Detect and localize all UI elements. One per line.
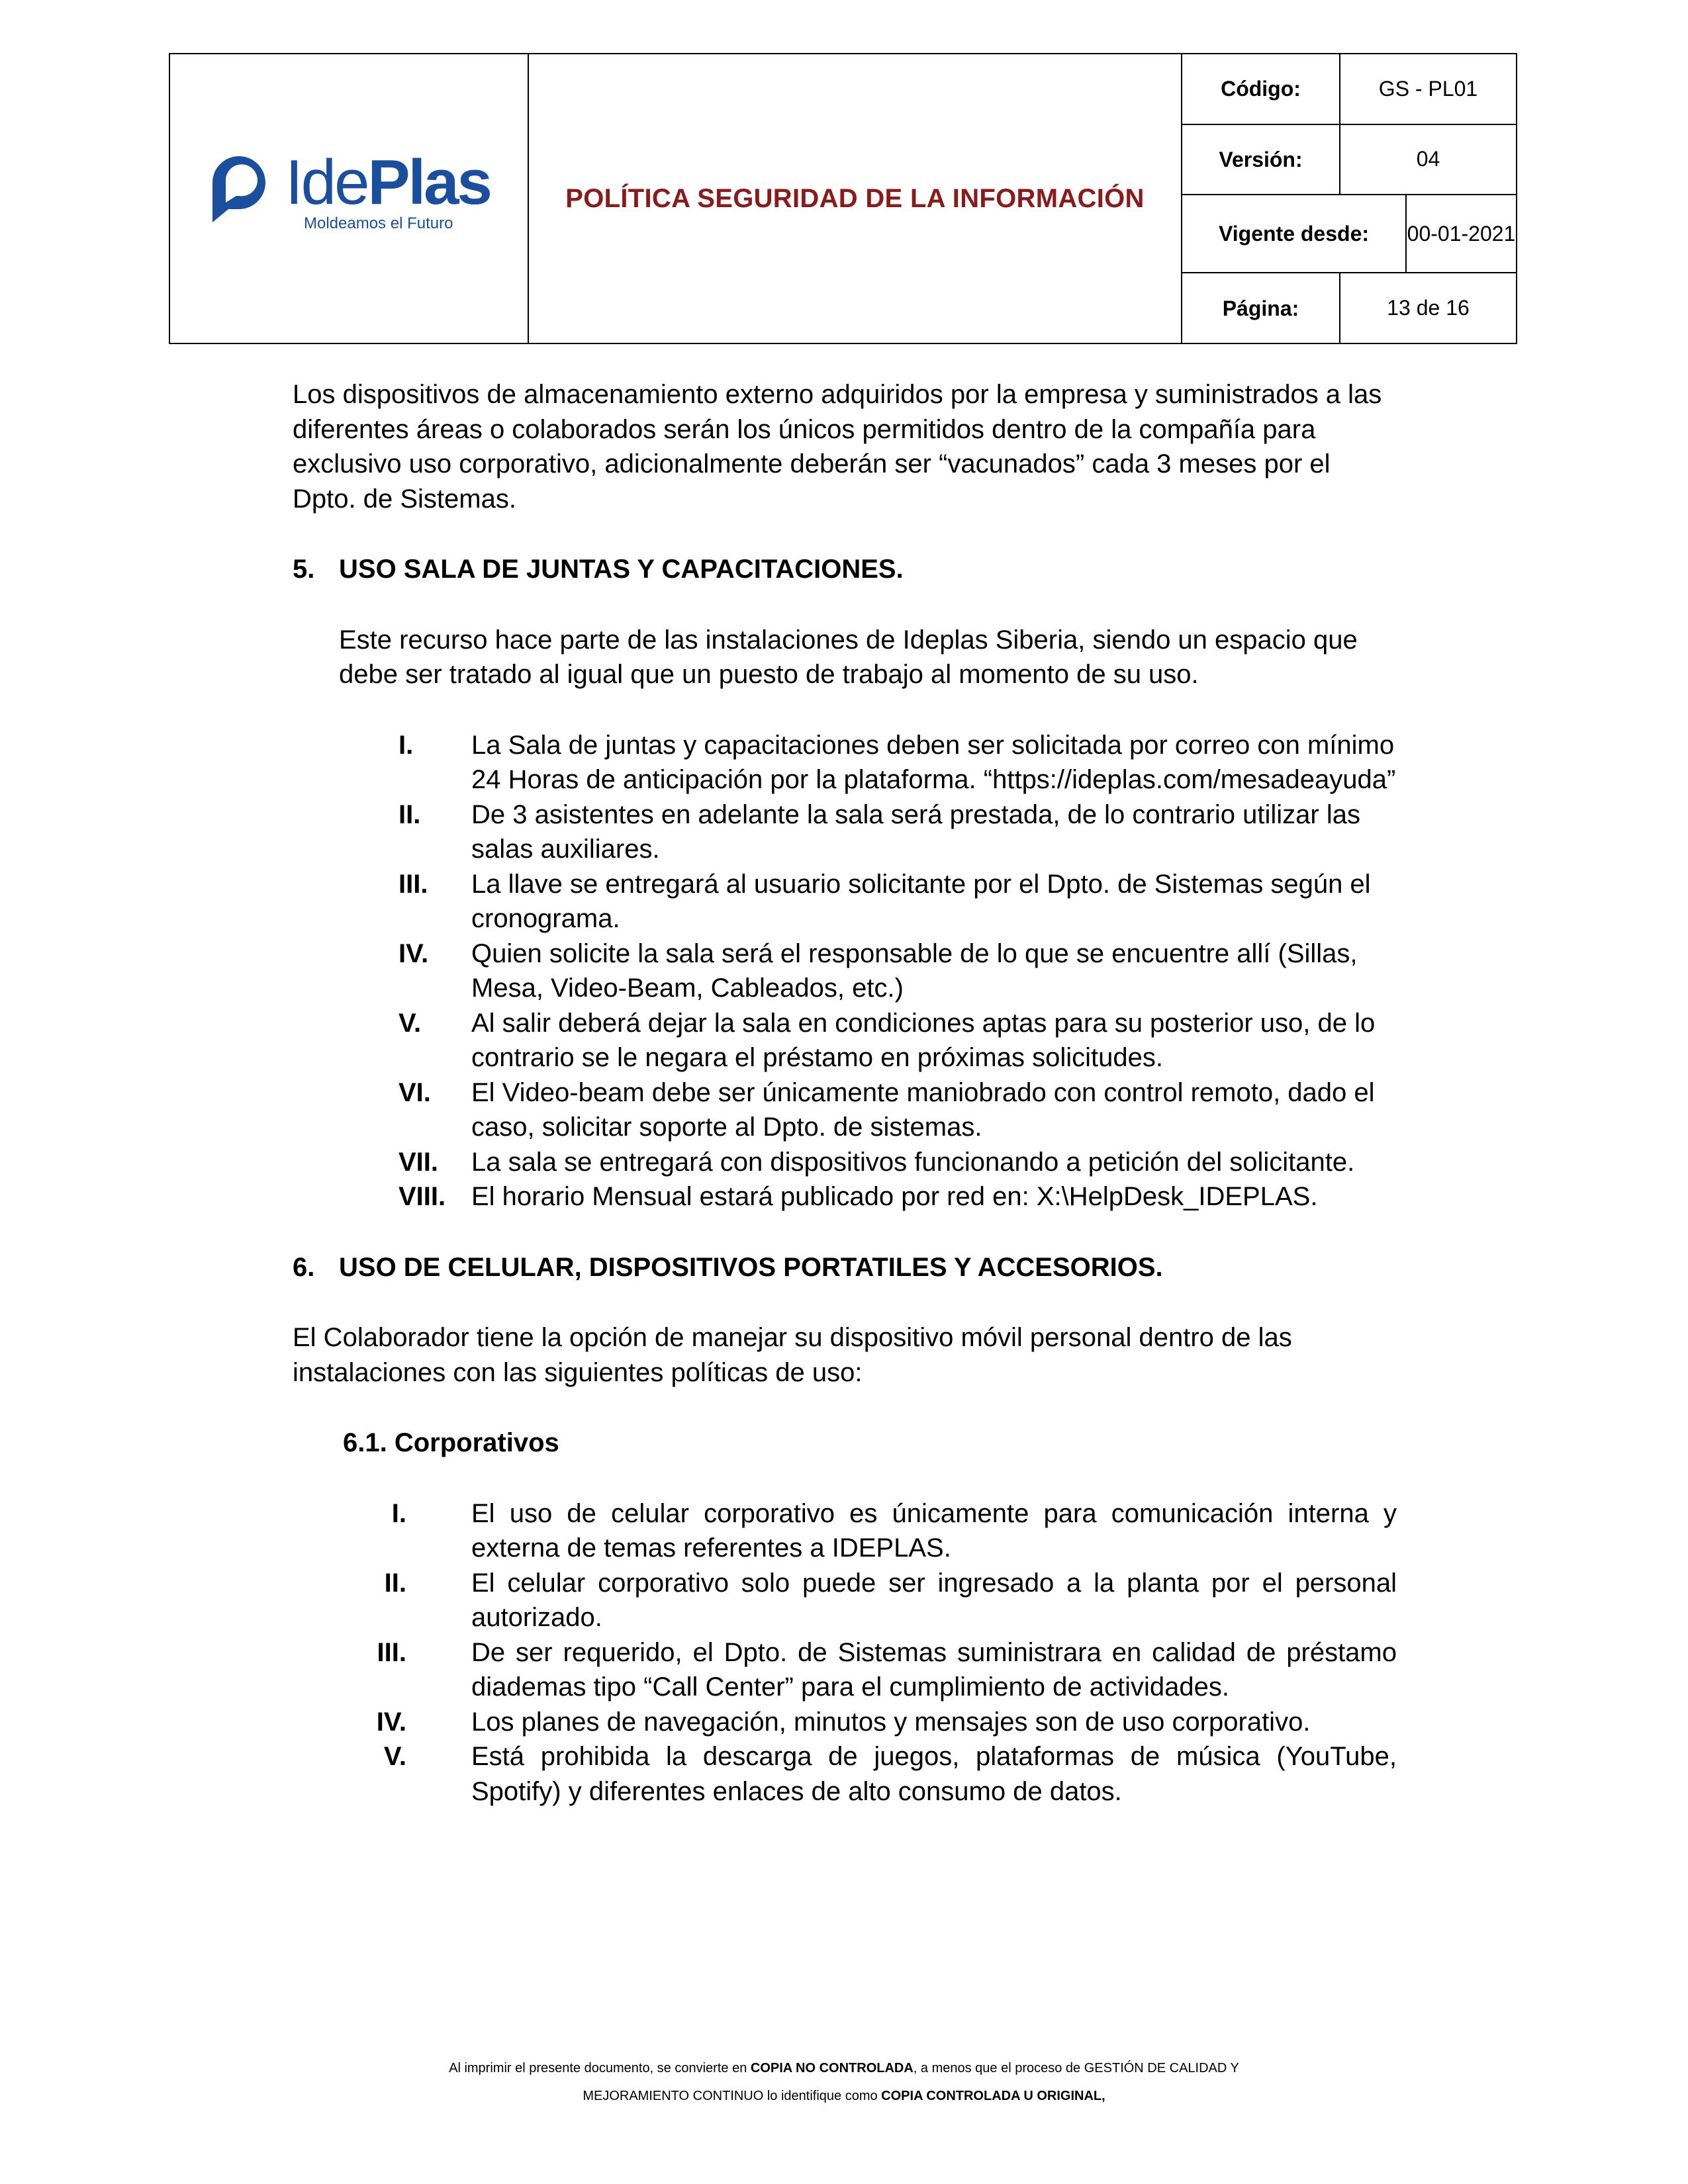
footer-text: , a menos que el proceso de GESTIÓN DE CALIDAD Y xyxy=(913,2061,1239,2075)
list-item-text: La llave se entregará al usuario solicitante por el Dpto. de Sistemas según el cronograma. xyxy=(471,869,1371,933)
list-item-number: IV. xyxy=(399,938,429,968)
logo-wordmark xyxy=(285,147,491,218)
list-item-text: Al salir deberá dejar la sala en condiciones aptas para su posterior uso, de lo contrario se le negara el préstamo en próximas solicitudes. xyxy=(471,1008,1376,1072)
list-item-text: El horario Mensual estará publicado por red en: X:\HelpDesk_IDEPLAS. xyxy=(471,1182,1318,1211)
list-item-number: II. xyxy=(384,1568,406,1598)
logo-word-plas: Plas xyxy=(367,147,491,218)
section-number: 6. xyxy=(293,1252,315,1282)
document-title-cell xyxy=(529,54,1182,343)
document-meta-table xyxy=(1182,54,1516,343)
section-number: 5. xyxy=(293,555,315,584)
meta-label: Código: xyxy=(1182,54,1340,124)
list-item-text: La Sala de juntas y capacitaciones deben ser solicitada por correo con mínimo 24 Horas de anticipación por la plataforma. “https://ideplas.com/mesadeayuda” xyxy=(471,730,1396,794)
list-item xyxy=(293,1705,1397,1740)
footer-line-1 xyxy=(199,2054,1489,2082)
footer-line-2 xyxy=(199,2082,1489,2110)
section-6-heading xyxy=(293,1250,1397,1285)
list-item xyxy=(293,867,1397,936)
ideplas-logo-mark-icon xyxy=(203,154,277,228)
meta-label: Versión: xyxy=(1182,125,1340,195)
list-item-number: III. xyxy=(399,869,428,899)
logo-slogan: Moldeamos el Futuro xyxy=(304,214,453,232)
document-title: POLÍTICA SEGURIDAD DE LA INFORMACIÓN xyxy=(565,183,1145,213)
list-item-number: V. xyxy=(399,1008,422,1038)
section-title: USO SALA DE JUNTAS Y CAPACITACIONES. xyxy=(339,555,904,584)
list-item-text: El uso de celular corporativo es únicamente para comunicación interna y externa de temas referentes a IDEPLAS. xyxy=(471,1498,1397,1563)
section-5-list xyxy=(293,728,1397,1214)
list-item-text: Quien solicite la sala será el responsable de lo que se encuentre allí (Sillas, Mesa, Video-Beam, Cableados, etc.) xyxy=(471,938,1358,1003)
list-item xyxy=(293,1006,1397,1075)
logo-word-ide: Ide xyxy=(285,147,368,218)
list-item-number: VI. xyxy=(399,1077,431,1107)
list-item-number: I. xyxy=(399,730,414,760)
list-item-number: IV. xyxy=(376,1707,406,1737)
document-header xyxy=(169,53,1517,344)
section-5-heading xyxy=(293,552,1397,587)
list-item-number: VIII. xyxy=(399,1182,446,1211)
list-item xyxy=(293,797,1397,867)
list-item xyxy=(293,728,1397,797)
list-item-text: Está prohibida la descarga de juegos, plataformas de música (YouTube, Spotify) y diferentes enlaces de alto consumo de datos. xyxy=(471,1742,1397,1806)
list-item xyxy=(293,1145,1397,1180)
list-item xyxy=(293,936,1397,1006)
document-footer xyxy=(199,2054,1489,2110)
logo-cell xyxy=(170,54,529,343)
list-item-text: De 3 asistentes en adelante la sala será prestada, de lo contrario utilizar las salas auxiliares. xyxy=(471,799,1360,864)
list-item-number: VII. xyxy=(399,1147,439,1177)
list-item-text: El Video-beam debe ser únicamente maniobrado con control remoto, dado el caso, solicitar soporte al Dpto. de sistemas. xyxy=(471,1077,1375,1142)
list-item-number: I. xyxy=(391,1498,406,1528)
footer-text: MEJORAMIENTO CONTINUO lo identifique como xyxy=(583,2089,882,2103)
meta-row-page xyxy=(1182,273,1516,343)
list-item-text: Los planes de navegación, minutos y mensajes son de uso corporativo. xyxy=(471,1707,1311,1737)
list-item xyxy=(293,1739,1397,1809)
list-item-text: El celular corporativo solo puede ser ingresado a la planta por el personal autorizado. xyxy=(471,1568,1397,1632)
list-item xyxy=(293,1496,1397,1566)
list-item-text: La sala se entregará con dispositivos funcionando a petición del solicitante. xyxy=(471,1147,1355,1177)
meta-row-version xyxy=(1182,125,1516,196)
meta-value: 13 de 16 xyxy=(1387,296,1470,320)
subsection-6-1-title: 6.1. Corporativos xyxy=(343,1428,559,1457)
meta-value: 00-01-2021 xyxy=(1407,221,1516,246)
footer-text: Al imprimir el presente documento, se convierte en xyxy=(449,2061,751,2075)
section-title: USO DE CELULAR, DISPOSITIVOS PORTATILES Y ACCESORIOS. xyxy=(339,1252,1163,1282)
meta-label: Vigente desde: xyxy=(1182,195,1407,272)
list-item xyxy=(293,1566,1397,1635)
company-logo xyxy=(203,147,508,233)
footer-emphasis: COPIA NO CONTROLADA xyxy=(750,2061,914,2075)
meta-value: GS - PL01 xyxy=(1378,76,1478,101)
section-6-1-list xyxy=(293,1496,1397,1809)
meta-label: Página: xyxy=(1182,273,1340,343)
list-item xyxy=(293,1635,1397,1705)
list-item-number: V. xyxy=(383,1742,406,1771)
meta-row-valid-from xyxy=(1182,195,1516,273)
list-item xyxy=(293,1179,1397,1214)
document-body xyxy=(293,377,1397,1809)
footer-emphasis: COPIA CONTROLADA U ORIGINAL, xyxy=(881,2089,1105,2103)
meta-row-code xyxy=(1182,54,1516,125)
list-item-number: II. xyxy=(399,799,421,829)
intro-paragraph: Los dispositivos de almacenamiento externo adquiridos por la empresa y suministrados a las diferentes áreas o colaborados serán los únicos permitidos dentro de la compañía para exclusivo uso corporativo, adicionalmente deberán ser “vacunados” cada 3 meses por el Dpto. de Sistemas. xyxy=(293,380,1382,514)
list-item-text: De ser requerido, el Dpto. de Sistemas suministrara en calidad de préstamo diademas tipo “Call Center” para el cumplimiento de actividades. xyxy=(471,1637,1397,1702)
list-item xyxy=(293,1075,1397,1145)
meta-value: 04 xyxy=(1416,147,1440,171)
section-5-paragraph: Este recurso hace parte de las instalaciones de Ideplas Siberia, siendo un espacio que debe ser tratado al igual que un puesto de trabajo al momento de su uso. xyxy=(339,625,1358,689)
section-6-paragraph: El Colaborador tiene la opción de manejar su dispositivo móvil personal dentro de las instalaciones con las siguientes políticas de uso: xyxy=(293,1323,1292,1387)
list-item-number: III. xyxy=(377,1637,406,1667)
